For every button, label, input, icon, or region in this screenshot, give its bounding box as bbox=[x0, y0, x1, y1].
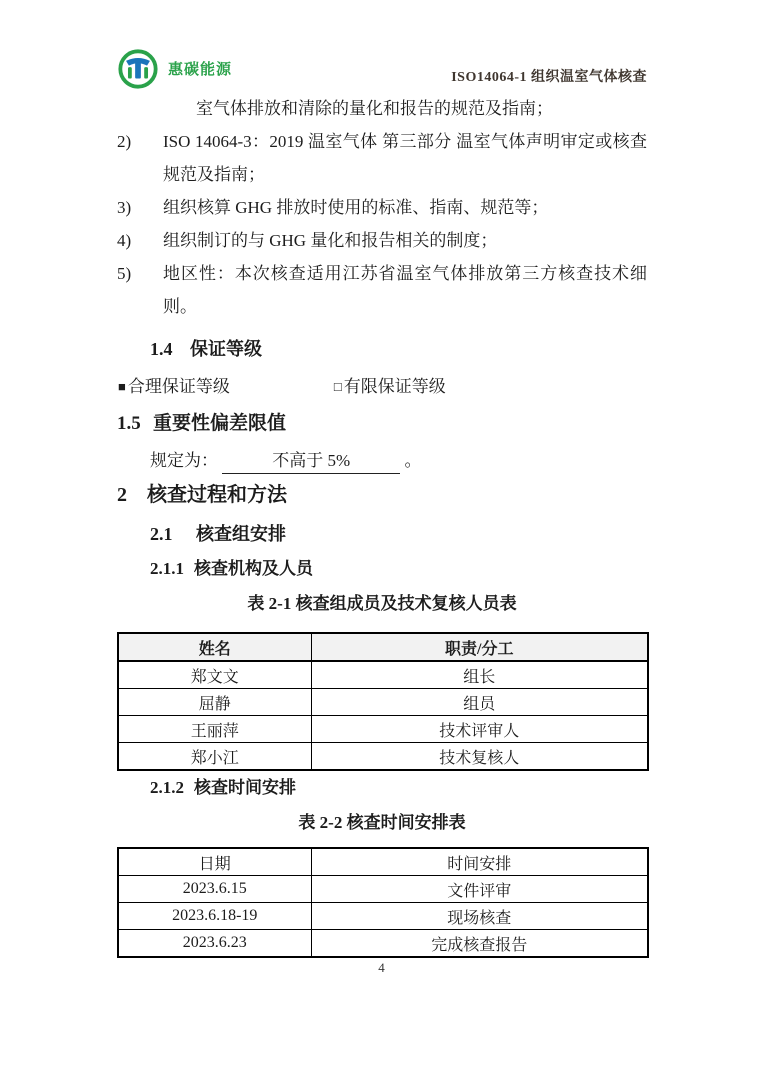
cell-role: 技术复核人 bbox=[311, 743, 648, 771]
table-row bbox=[118, 930, 648, 958]
cell-name: 王丽萍 bbox=[118, 716, 311, 743]
list-item-text: 组织制订的与 GHG 量化和报告相关的制度； bbox=[163, 231, 498, 250]
table-row bbox=[118, 743, 648, 771]
table-2-2-caption: 表 2-2 核查时间安排表 bbox=[298, 813, 466, 832]
list-item bbox=[117, 257, 647, 323]
page-content bbox=[117, 48, 647, 958]
option-label: 合理保证等级 bbox=[127, 377, 230, 396]
section-heading-2 bbox=[117, 479, 647, 512]
section-number: 1.4 bbox=[150, 339, 173, 359]
section-number: 2.1 bbox=[150, 524, 173, 544]
page-header bbox=[117, 48, 647, 90]
cell-role: 组员 bbox=[311, 689, 648, 716]
list-item bbox=[117, 191, 647, 224]
list-item-text: 地区性：本次核查适用江苏省温室气体排放第三方核查技术细则。 bbox=[163, 264, 647, 316]
assurance-options bbox=[118, 370, 647, 403]
materiality-threshold-line bbox=[150, 444, 647, 477]
cell-name: 郑文文 bbox=[118, 661, 311, 689]
list-item bbox=[117, 224, 647, 257]
list-item-number: 2) bbox=[117, 132, 132, 151]
cell-name: 屈静 bbox=[118, 689, 311, 716]
section-title: 重要性偏差限值 bbox=[153, 413, 287, 434]
list-item-number: 3) bbox=[117, 198, 132, 217]
section-number: 2.1.1 bbox=[150, 559, 184, 578]
header-cell-role: 职责/分工 bbox=[311, 633, 648, 661]
cell-date: 2023.6.23 bbox=[118, 930, 311, 958]
threshold-prefix: 规定为： bbox=[150, 451, 218, 470]
company-name: 惠碳能源 bbox=[168, 60, 233, 78]
cell-activity: 完成核查报告 bbox=[311, 930, 648, 958]
cell-name: 郑小江 bbox=[118, 743, 311, 771]
paragraph-continuation: 室气体排放和清除的量化和报告的规范及指南； bbox=[196, 99, 553, 118]
table-row bbox=[118, 689, 648, 716]
cell-date: 2023.6.18-19 bbox=[118, 903, 311, 930]
verification-team-table bbox=[117, 632, 649, 771]
section-heading-2-1-2 bbox=[150, 771, 647, 804]
section-title: 核查过程和方法 bbox=[147, 484, 287, 506]
section-number: 2.1.2 bbox=[150, 778, 184, 797]
list-item-text: 组织核算 GHG 排放时使用的标准、指南、规范等； bbox=[163, 198, 549, 217]
option-limited-assurance bbox=[334, 370, 446, 403]
page-number: 4 bbox=[378, 960, 385, 975]
section-heading-1-4 bbox=[150, 333, 647, 366]
cell-activity: 文件评审 bbox=[311, 876, 648, 903]
table-row bbox=[118, 876, 648, 903]
checkbox-unchecked-icon: □ bbox=[333, 379, 342, 394]
section-number: 2 bbox=[117, 484, 127, 506]
list-item-text: ISO 14064-3：2019 温室气体 第三部分 温室气体声明审定或核查规范及指南； bbox=[163, 132, 647, 184]
verification-schedule-table bbox=[117, 847, 649, 958]
section-title: 核查时间安排 bbox=[194, 778, 296, 797]
list-item-number: 5) bbox=[117, 264, 132, 283]
threshold-value: 不高于 5% bbox=[222, 449, 400, 474]
table-row bbox=[118, 716, 648, 743]
table-row bbox=[118, 903, 648, 930]
option-reasonable-assurance bbox=[118, 370, 230, 403]
list-item bbox=[117, 125, 647, 191]
header-cell-schedule: 时间安排 bbox=[311, 848, 648, 876]
section-title: 核查机构及人员 bbox=[194, 559, 313, 578]
cell-role: 组长 bbox=[311, 661, 648, 689]
section-title: 保证等级 bbox=[190, 339, 262, 359]
cell-activity: 现场核查 bbox=[311, 903, 648, 930]
table-row bbox=[118, 661, 648, 689]
section-title: 核查组安排 bbox=[196, 524, 286, 544]
table-2-1-caption: 表 2-1 核查组成员及技术复核人员表 bbox=[247, 594, 517, 613]
cell-role: 技术评审人 bbox=[311, 716, 648, 743]
checkbox-checked-icon: ■ bbox=[118, 379, 126, 394]
section-heading-1-5 bbox=[117, 407, 647, 440]
company-logo-icon bbox=[117, 48, 159, 90]
section-number: 1.5 bbox=[117, 413, 141, 434]
option-label: 有限保证等级 bbox=[343, 377, 446, 396]
threshold-suffix: 。 bbox=[404, 451, 422, 470]
list-item-number: 4) bbox=[117, 231, 132, 250]
cell-date: 2023.6.15 bbox=[118, 876, 311, 903]
header-cell-date: 日期 bbox=[118, 848, 311, 876]
document-header-title: ISO14064-1 组织温室气体核查 bbox=[451, 70, 647, 85]
section-heading-2-1 bbox=[150, 518, 647, 551]
header-cell-name: 姓名 bbox=[118, 633, 311, 661]
company-brand bbox=[117, 48, 232, 90]
section-heading-2-1-1 bbox=[150, 552, 647, 585]
table-header-row bbox=[118, 633, 648, 661]
table-header-row bbox=[118, 848, 648, 876]
